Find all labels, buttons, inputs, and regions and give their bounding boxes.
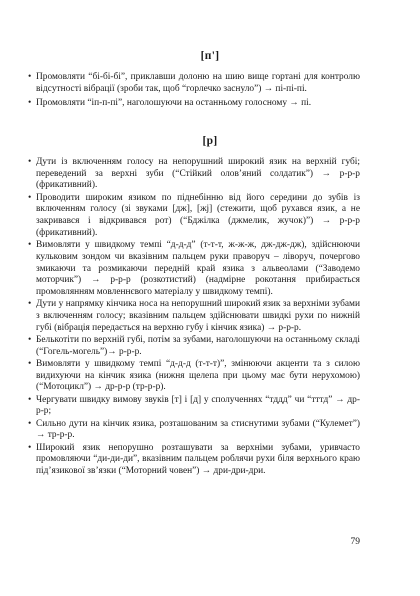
list-item: • Дути із включенням голосу на непорушний широкий язик на верхній губі; переведений за верхні зуби (“Стійкий олов’яний солдатик”) → р-р-р (фрикативний).	[28, 157, 360, 192]
page-number: 79	[350, 537, 360, 547]
list-item: • Промовляти “іп-п-пі”, наголошуючи на останньому голосному → пі.	[28, 98, 360, 110]
list-item: • Чергувати швидку вимову звуків [т] і [д] у сполученнях “тддд” чи “тттд” → др-р-р;	[28, 395, 360, 418]
list-item: • Сильно дути на кінчик язика, розташованим за стиснутими зубами (“Кулемет”) → тр-р-р.	[28, 419, 360, 442]
list-item: • Вимовляти у швидкому темпі “д-д-д (т-т-т)”, змінюючи акценти та з силою видихуючи на кінчик язика (нижня щелепа при цьому має бути нерухомою) (“Мотоцикл”) → др-р-р (тр-р-р).	[28, 359, 360, 394]
bullet-list-p-soft	[28, 72, 360, 113]
list-item: • Проводити широким язиком по піднебінню від його середини до зубів із включенням голосу (зі звуками [дж], [жj] (стежити, щоб рухався язик, а не закривався і відкривався рот) (“Бджілка (джмелик, жучок)”) → р-р-р (фрикативний).	[28, 193, 360, 240]
list-item: • Промовляти “бі-бі-бі”, приклавши долоню на шию вище гортані для контролю відсутності вібрації (зроби так, щоб “горлечко заснуло”) → пі-пі-пі.	[28, 72, 360, 95]
list-item: • Широкий язик непорушно розташувати за верхніми зубами, уривчасто промовляючи “ди-ди-ди”, вказівним пальцем роблячи рухи біля верхнього краю під’язикової зв’язки (“Моторний човен”) → дри-дри-дри.	[28, 443, 360, 478]
section-heading-p-soft: [п']	[200, 50, 220, 62]
list-item: • Белькотіти по верхній губі, потім за зубами, наголошуючи на останньому складі (“Гогель-могель”)→ р-р-р.	[28, 335, 360, 358]
list-item: • Дути у напрямку кінчика носа на непорушний широкий язик за верхніми зубами з включенням голосу; вказівним пальцем здійснювати швидкі рухи по нижній губі (вібрація передається на верхню губу і кінчик язика) → р-р-р.	[28, 299, 360, 334]
list-item: • Вимовляти у швидкому темпі “д-д-д” (т-т-т, ж-ж-ж, дж-дж-дж), здійснюючи кульковим зондом чи вказівним пальцем руки праворуч – ліворуч, почергово змикаючи та розмикаючи передній край язика з альвеолами (“Заводемо моторчик”) → р-р-р (розкотистий) (надмірне рокотання прибирається промовлянням мовленнєвого матеріалу у швидкому темпі).	[28, 240, 360, 299]
bullet-list-r	[28, 157, 360, 478]
section-heading-r: [р]	[202, 135, 218, 147]
